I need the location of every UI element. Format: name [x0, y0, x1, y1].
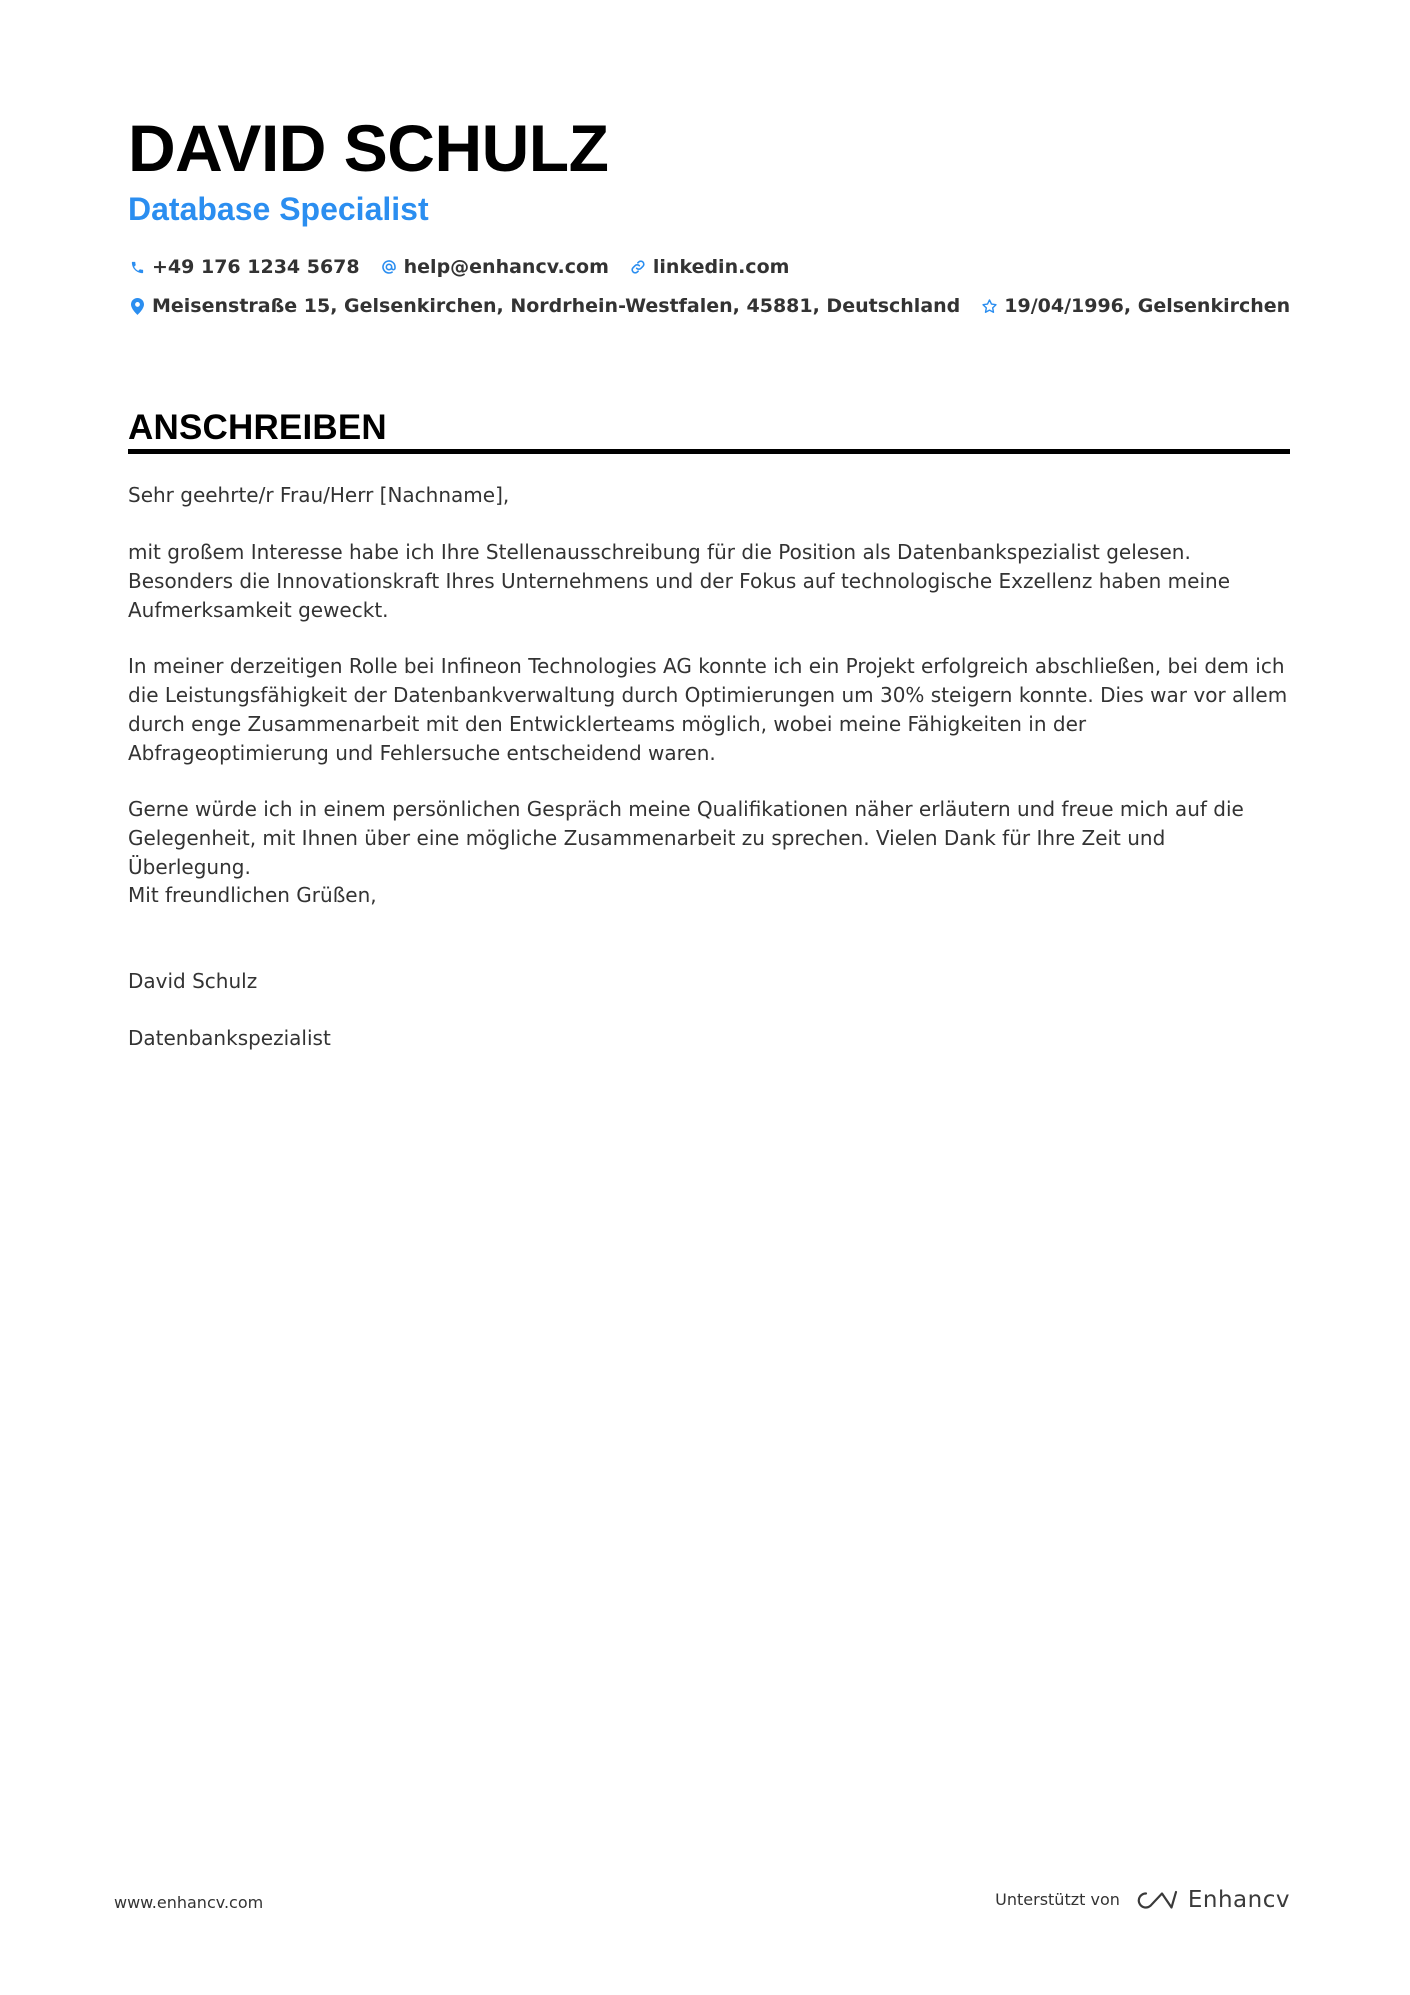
letter-paragraph: Gerne würde ich in einem persönlichen Gespräch meine Qualifikationen näher erläutern und freue mich auf die Gelegenheit, mit Ihnen über eine mögliche Zusammenarbeit zu sprechen. Vielen Dank für Ihre Zeit und Überlegung. [128, 797, 1244, 879]
footer-website[interactable]: www.enhancv.com [114, 1893, 264, 1912]
contact-address-text: Meisenstraße 15, Gelsenkirchen, Nordrhein-Westfalen, 45881, Deutschland [152, 295, 961, 317]
phone-icon [128, 258, 146, 276]
enhancv-logo-icon [1132, 1888, 1178, 1912]
brand-name: Enhancv [1187, 1887, 1290, 1913]
section-heading: ANSCHREIBEN [128, 408, 387, 447]
letter-signature: David Schulz [128, 969, 258, 993]
contact-birth-text: 19/04/1996, Gelsenkirchen [1004, 295, 1291, 317]
section-divider [128, 449, 1290, 454]
powered-by-label: Unterstützt von [995, 1890, 1120, 1909]
letter-signature-role: Datenbankspezialist [128, 1026, 331, 1050]
footer-branding[interactable] [995, 1886, 1290, 1914]
applicant-title: Database Specialist [128, 191, 429, 227]
contact-email[interactable] [380, 253, 609, 281]
contact-row-primary [128, 253, 789, 281]
contact-row-secondary [128, 292, 1290, 320]
contact-linkedin[interactable] [629, 253, 790, 281]
letter-closing: Mit freundlichen Grüßen, [128, 883, 377, 907]
contact-address [128, 292, 960, 320]
contact-linkedin-text[interactable]: linkedin.com [652, 256, 790, 278]
link-icon [629, 258, 647, 276]
star-icon [980, 297, 998, 315]
letter-paragraph: mit großem Interesse habe ich Ihre Stellenausschreibung für die Position als Datenbankspezialist gelesen. Besonders die Innovationskraft Ihres Unternehmens und der Fokus auf technologische Exzellenz haben meine Aufmerksamkeit geweckt. [128, 540, 1231, 622]
contact-email-text[interactable]: help@enhancv.com [403, 256, 609, 278]
location-pin-icon [128, 297, 146, 315]
at-icon [380, 258, 398, 276]
contact-phone-text: +49 176 1234 5678 [152, 256, 360, 278]
letter-paragraph: In meiner derzeitigen Rolle bei Infineon Technologies AG konnte ich ein Projekt erfolgreich abschließen, bei dem ich die Leistungsfähigkeit der Datenbankverwaltung durch Optimierungen um 30% steigern konnte. Dies war vor allem durch enge Zusammenarbeit mit den Entwicklerteams möglich, wobei meine Fähigkeiten in der Abfrageoptimierung und Fehlersuche entscheidend waren. [128, 654, 1288, 765]
letter-salutation: Sehr geehrte/r Frau/Herr [Nachname], [128, 483, 510, 507]
applicant-name: DAVID SCHULZ [128, 111, 609, 185]
contact-phone [128, 253, 360, 281]
contact-birth [980, 292, 1290, 320]
